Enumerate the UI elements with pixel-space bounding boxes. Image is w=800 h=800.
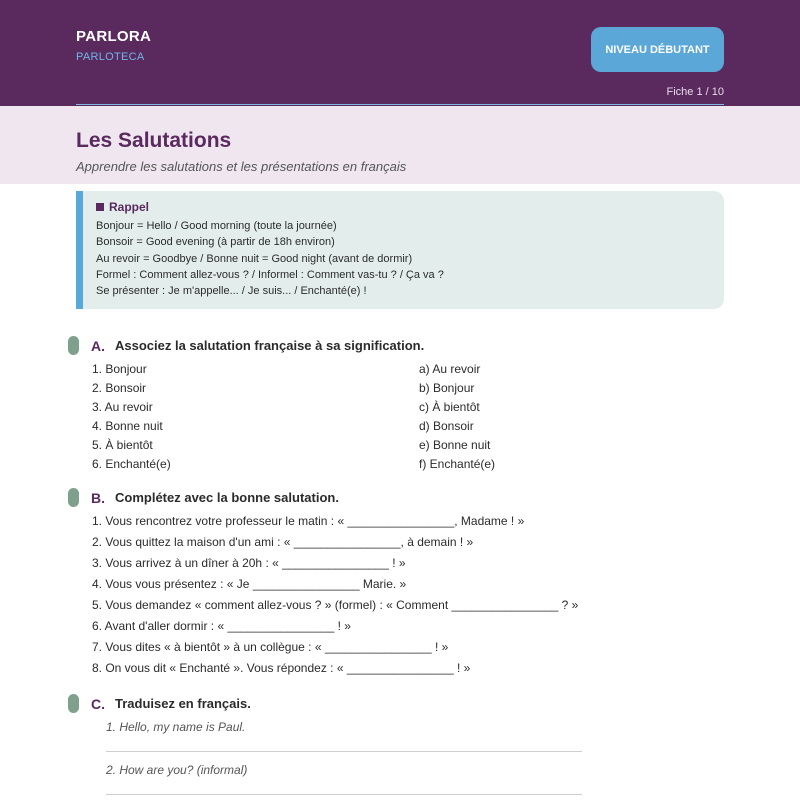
match-right-item: a) Au revoir <box>419 362 481 376</box>
recall-line: Bonsoir = Good evening (à partir de 18h environ) <box>96 236 335 249</box>
match-left-item: 4. Bonne nuit <box>92 419 163 433</box>
match-left-item: 6. Enchanté(e) <box>92 457 171 471</box>
fill-blank-item: 8. On vous dit « Enchanté ». Vous répondez : « ________________ ! » <box>92 661 471 675</box>
section-letter: C. <box>91 695 105 712</box>
fill-blank-item: 6. Avant d'aller dormir : « ________________ ! » <box>92 619 351 633</box>
page-count: Fiche 1 / 10 <box>666 86 724 98</box>
section-marker-icon <box>68 336 79 355</box>
match-left-item: 1. Bonjour <box>92 362 147 376</box>
section-title: Complétez avec la bonne salutation. <box>115 490 339 505</box>
brand-name: PARLORA <box>76 28 152 45</box>
header-bar <box>0 0 800 106</box>
sub-brand: PARLOTECA <box>76 51 145 63</box>
section-marker-icon <box>68 694 79 713</box>
translation-prompt: 2. How are you? (informal) <box>106 763 248 777</box>
recall-box <box>76 191 724 309</box>
fill-blank-item: 3. Vous arrivez à un dîner à 20h : « ________________ ! » <box>92 556 406 570</box>
recall-line: Au revoir = Goodbye / Bonne nuit = Good night (avant de dormir) <box>96 252 413 265</box>
match-left-item: 5. À bientôt <box>92 438 153 452</box>
section-title: Associez la salutation française à sa signification. <box>115 338 425 353</box>
page-subtitle: Apprendre les salutations et les présentations en français <box>76 159 407 174</box>
section-title: Traduisez en français. <box>115 696 251 711</box>
match-right-item: b) Bonjour <box>419 381 475 395</box>
recall-heading <box>96 200 724 214</box>
recall-title: Rappel <box>109 200 150 214</box>
match-right-item: f) Enchanté(e) <box>419 457 496 471</box>
match-right-item: c) À bientôt <box>419 400 480 414</box>
answer-line <box>106 794 582 795</box>
recall-line: Formel : Comment allez-vous ? / Informel : Comment vas-tu ? / Ça va ? <box>96 268 444 281</box>
section-letter: B. <box>91 489 105 506</box>
square-bullet-icon <box>96 203 104 211</box>
match-right-item: d) Bonsoir <box>419 419 474 433</box>
fill-blank-item: 7. Vous dites « à bientôt » à un collègue : « ________________ ! » <box>92 640 449 654</box>
level-badge: NIVEAU DÉBUTANT <box>591 27 724 72</box>
page-title: Les Salutations <box>76 129 232 152</box>
fill-blank-item: 5. Vous demandez « comment allez-vous ? » (formel) : « Comment ________________ ? » <box>92 598 579 612</box>
fill-blank-item: 1. Vous rencontrez votre professeur le matin : « ________________, Madame ! » <box>92 514 525 528</box>
recall-line: Bonjour = Hello / Good morning (toute la journée) <box>96 220 337 232</box>
fill-blank-item: 2. Vous quittez la maison d'un ami : « ________________, à demain ! » <box>92 535 474 549</box>
section-letter: A. <box>91 337 105 354</box>
match-left-item: 2. Bonsoir <box>92 381 147 395</box>
section-a-heading <box>68 336 424 355</box>
section-b-heading <box>68 488 339 507</box>
section-marker-icon <box>68 488 79 507</box>
fill-blank-item: 4. Vous vous présentez : « Je ________________ Marie. » <box>92 577 407 591</box>
answer-line <box>106 751 582 752</box>
match-right-item: e) Bonne nuit <box>419 438 491 452</box>
translation-prompt: 1. Hello, my name is Paul. <box>106 720 246 734</box>
recall-line: Se présenter : Je m'appelle... / Je suis... / Enchanté(e) ! <box>96 285 367 298</box>
match-left-item: 3. Au revoir <box>92 400 153 414</box>
section-c-heading <box>68 694 251 713</box>
header-divider <box>76 104 724 105</box>
